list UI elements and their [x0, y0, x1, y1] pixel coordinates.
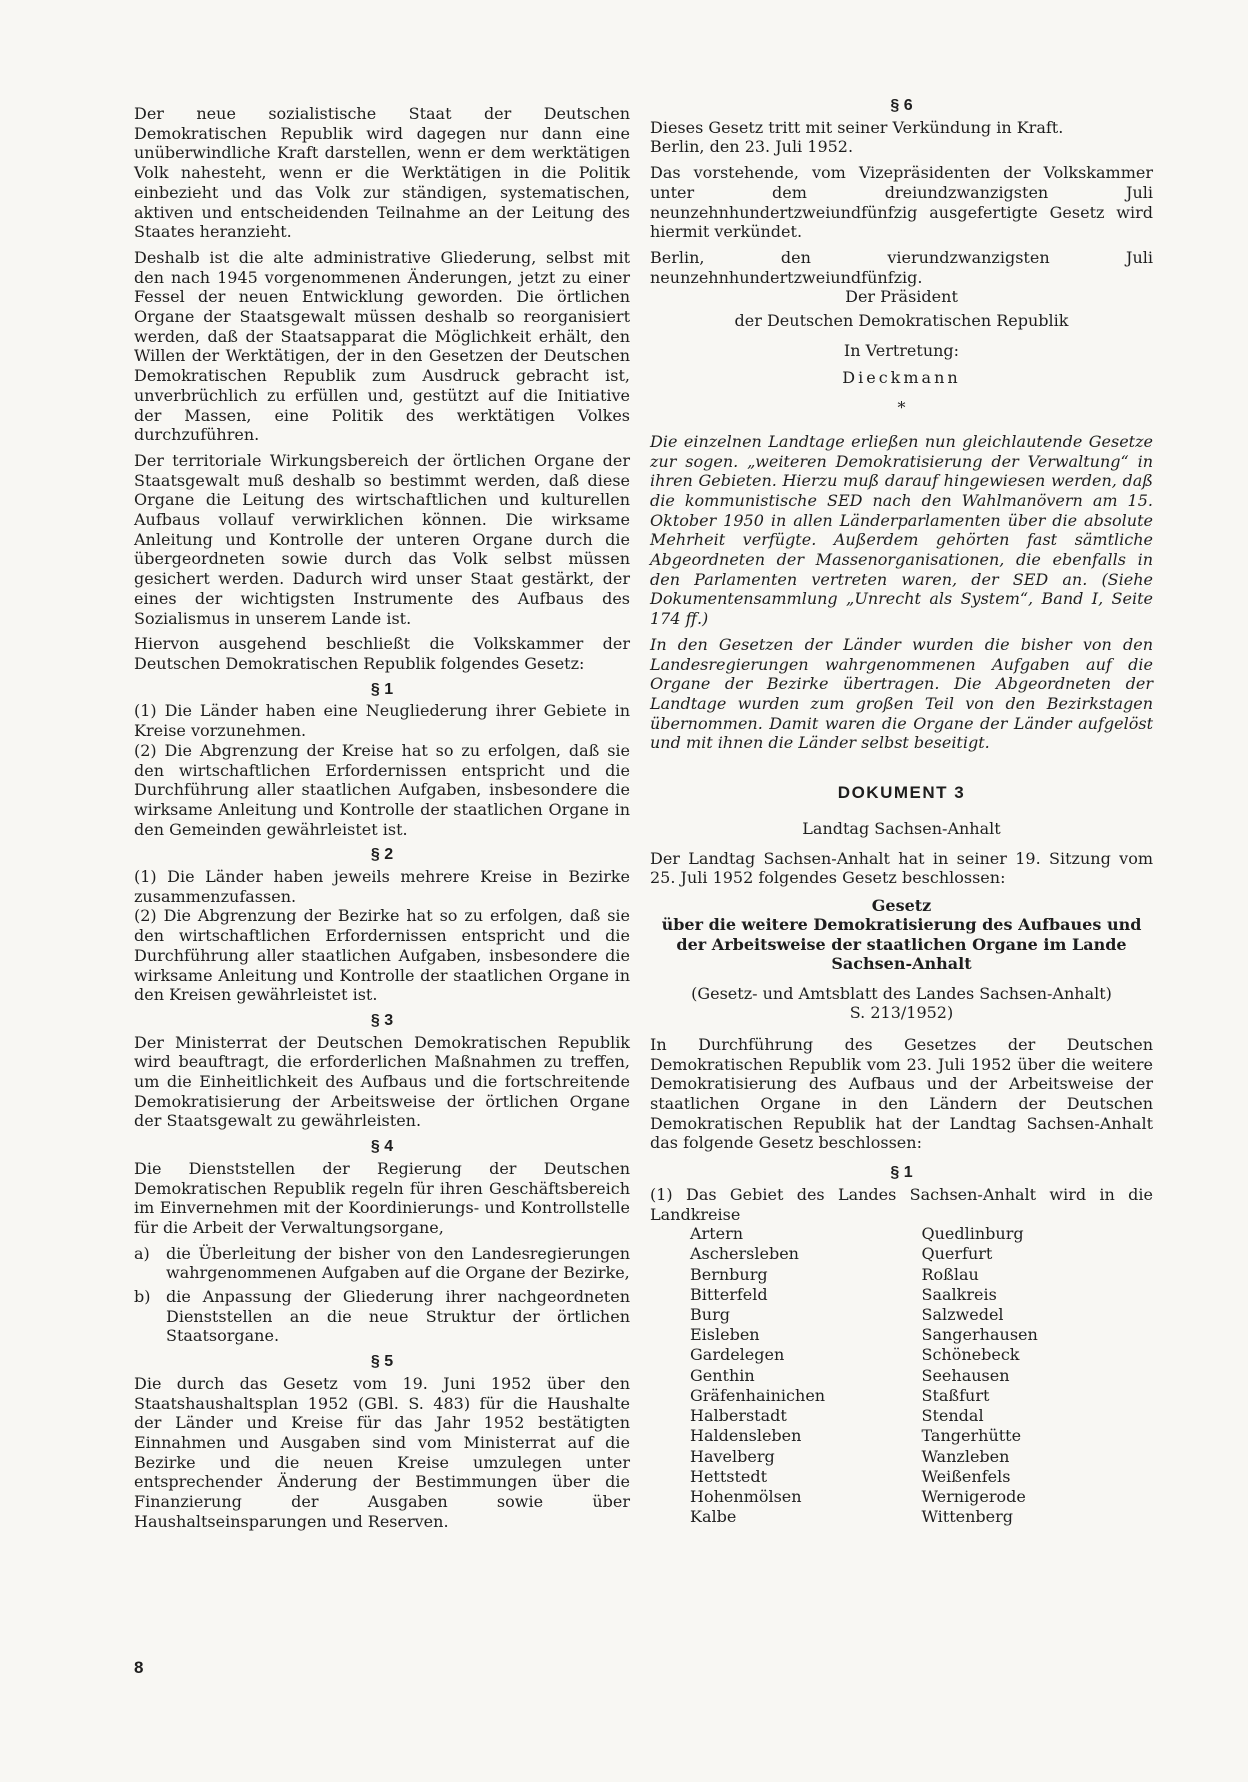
section-heading: § 4: [370, 1138, 394, 1156]
district-item: Burg: [690, 1305, 730, 1325]
editorial-note: In den Gesetzen der Länder wurden die bisher von den Landesregierungen wahrgenommenen Aufgaben auf die Organe der Bezirke übertragen. Die Abgeordneten der Landtage wurden zum großen Teil von den Bezirkstagen übernommen. Damit waren die Organe der Länder aufgelöst und mit ihnen die Länder selbst beseitigt.: [650, 634, 1153, 753]
district-item: Gräfenhainichen: [690, 1385, 826, 1405]
citation: (Gesetz- und Amtsblatt des Landes Sachsen-Anhalt): [691, 983, 1112, 1003]
district-item: Sangerhausen: [921, 1325, 1038, 1345]
document-heading: DOKUMENT 3: [837, 783, 966, 803]
paragraph: Die Dienststellen der Regierung der Deutschen Demokratischen Republik regeln für ihren Geschäftsbereich im Einvernehmen mit der Koordinierungs- und Kontrollstelle für die Arbeit der Verwaltungsorgane,: [134, 1158, 630, 1237]
district-item: Aschersleben: [690, 1244, 799, 1264]
editorial-note: Die einzelnen Landtage erließen nun gleichlautende Gesetze zur sogen. „weiteren Demokratisierung der Verwaltung“ in ihren Gebieten. Hierzu muß darauf hingewiesen werden, daß die kommunistische SED nach den Wahlmanövern am 15. Oktober 1950 in allen Länderparlamenten über die absolute Mehrheit verfügte. Außerdem gehörten fast sämtliche Abgeordneten der Massenorganisationen, die ebenfalls in den Parlamenten vertreten waren, der SED an. (Siehe Dokumentensammlung „Unrecht als System“, Band I, Seite 174 ff.): [650, 431, 1153, 629]
district-item: Hohenmölsen: [690, 1486, 802, 1506]
district-item: Bernburg: [690, 1264, 768, 1284]
district-list: [690, 1224, 1153, 1527]
paragraph: Der territoriale Wirkungsbereich der örtlichen Organe der Staatsgewalt muß deshalb so bestimmt werden, daß diese Organe die Leitung des wirtschaftlichen und kulturellen Aufbaus vollauf verwirklichen können. Die wirksame Anleitung und Kontrolle der unteren Organe durch die übergeordneten sowie durch das Volk selbst müssen gesichert werden. Dadurch wird unser Staat gestärkt, der eines der wichtigsten Instrumente des Aufbaus des Sozialismus in unserem Lande ist.: [134, 450, 630, 628]
district-list-right: [922, 1224, 1154, 1527]
district-item: Quedlinburg: [921, 1224, 1024, 1244]
section-heading: § 3: [370, 1011, 394, 1029]
signature-name: Dieckmann: [842, 368, 961, 388]
district-item: Wanzleben: [921, 1446, 1010, 1466]
district-item: Havelberg: [690, 1446, 775, 1466]
separator-star: *: [897, 398, 906, 418]
page-number: 8: [134, 1658, 144, 1677]
district-item: Genthin: [690, 1365, 755, 1385]
district-item: Eisleben: [690, 1325, 760, 1345]
section-heading: § 5: [370, 1353, 394, 1371]
signature-line: Der Präsident: [845, 287, 958, 307]
district-item: Tangerhütte: [921, 1426, 1022, 1446]
left-column: [134, 104, 630, 1538]
paragraph: (2) Die Abgrenzung der Bezirke hat so zu erfolgen, daß sie den wirtschaftlichen Erfordernissen entspricht und die Durchführung aller staatlichen Aufgaben, insbesondere die wirksame Anleitung und Kontrolle der staatlichen Organe in den Kreisen gewährleistet ist.: [134, 906, 630, 1005]
district-list-left: [690, 1224, 922, 1527]
paragraph: Berlin, den vierundzwanzigsten Juli neunzehnhundertzweiundfünfzig.: [650, 247, 1153, 287]
district-item: Bitterfeld: [690, 1284, 768, 1304]
section-heading: § 1: [370, 680, 394, 698]
district-item: Artern: [690, 1224, 744, 1244]
district-item: Hettstedt: [690, 1466, 768, 1486]
law-title: [650, 896, 1153, 974]
district-item: Gardelegen: [690, 1345, 785, 1365]
section-heading: § 1: [890, 1164, 913, 1182]
list-marker: b): [134, 1287, 151, 1307]
paragraph: In Durchführung des Gesetzes der Deutschen Demokratischen Republik vom 23. Juli 1952 über die weitere Demokratisierung des Aufbaus und der Arbeitsweise der staatlichen Organe in den Ländern der Deutschen Demokratischen Republik hat der Landtag Sachsen-Anhalt das folgende Gesetz beschlossen:: [650, 1034, 1153, 1153]
district-item: Haldensleben: [690, 1426, 802, 1446]
district-item: Staßfurt: [921, 1385, 990, 1405]
paragraph: Berlin, den 23. Juli 1952.: [650, 137, 854, 157]
district-item: Salzwedel: [921, 1305, 1004, 1325]
district-item: Halberstadt: [690, 1406, 787, 1426]
section-heading: § 2: [370, 846, 394, 864]
right-column: [650, 97, 1153, 1527]
paragraph: (2) Die Abgrenzung der Kreise hat so zu erfolgen, daß sie den wirtschaftlichen Erfordernissen entspricht und die Durchführung aller staatlichen Aufgaben, insbesondere die wirksame Anleitung und Kontrolle der staatlichen Organe in den Gemeinden gewährleistet ist.: [134, 740, 630, 839]
district-item: Stendal: [921, 1406, 984, 1426]
district-item: Seehausen: [921, 1365, 1010, 1385]
paragraph: Der Ministerrat der Deutschen Demokratischen Republik wird beauftragt, die erforderlichen Maßnahmen zu treffen, um die Einheitlichkeit des Aufbaus und die fortschreitende Demokratisierung der Arbeitsweise der örtlichen Organe der Staatsgewalt zu gewährleisten.: [134, 1032, 630, 1131]
district-item: Wittenberg: [921, 1507, 1014, 1527]
paragraph: (1) Die Länder haben eine Neugliederung ihrer Gebiete in Kreise vorzunehmen.: [134, 701, 630, 741]
district-item: Wernigerode: [921, 1486, 1026, 1506]
section-heading: § 6: [890, 97, 913, 114]
paragraph: (1) Das Gebiet des Landes Sachsen-Anhalt wird in die Landkreise: [650, 1184, 1153, 1224]
citation: S. 213/1952): [849, 1003, 954, 1023]
signature-line: der Deutschen Demokratischen Republik: [734, 311, 1069, 331]
signature-line: In Vertretung:: [843, 340, 960, 360]
district-item: Weißenfels: [921, 1466, 1011, 1486]
paragraph: Der neue sozialistische Staat der Deutschen Demokratischen Republik wird dagegen nur dann eine unüberwindliche Kraft darstellen, wenn er dem werktätigen Volk nahesteht, wenn er die Werktätigen in die Politik einbezieht und das Volk zur ständigen, systematischen, aktiven und entscheidenden Teilnahme an der Leitung des Staates heranzieht.: [134, 104, 630, 242]
paragraph: Das vorstehende, vom Vizepräsidenten der Volkskammer unter dem dreiundzwanzigsten Juli neunzehnhundertzweiundfünfzig ausgefertigte Gesetz wird hiermit verkündet.: [650, 163, 1153, 242]
paragraph: Dieses Gesetz tritt mit seiner Verkündung in Kraft.: [650, 117, 1064, 137]
district-item: Kalbe: [690, 1507, 737, 1527]
list-item: [134, 1287, 630, 1346]
subheading: Landtag Sachsen-Anhalt: [802, 818, 1001, 838]
paragraph: Deshalb ist die alte administrative Gliederung, selbst mit den nach 1945 vorgenommenen Änderungen, jetzt zu einer Fessel der neuen Entwicklung geworden. Die örtlichen Organe der Staatsgewalt müssen deshalb so reorganisiert werden, daß der Staatsapparat die Möglichkeit erhält, den Willen der Werktätigen, der in den Gesetzen der Deutschen Demokratischen Republik zum Ausdruck gebracht ist, unverbrüchlich zu erfüllen und, gestützt auf die Initiative der Massen, eine Politik des werktätigen Volkes durchzuführen.: [134, 247, 630, 445]
district-item: Schönebeck: [921, 1345, 1020, 1365]
law-title-line: über die weitere Demokratisierung des Aufbaues und der Arbeitsweise der staatlichen Organe im Lande Sachsen-Anhalt: [661, 915, 1142, 974]
paragraph: Die durch das Gesetz vom 19. Juni 1952 über den Staatshaushaltsplan 1952 (GBl. S. 483) für die Haushalte der Länder und Kreise für das Jahr 1952 bestätigten Einnahmen und Ausgaben sind vom Ministerrat auf die Bezirke und die neuen Kreise umzulegen unter entsprechender Änderung der Bestimmungen über die Finanzierung der Ausgaben sowie über Haushaltseinsparungen und Reserven.: [134, 1373, 630, 1531]
paragraph: (1) Die Länder haben jeweils mehrere Kreise in Bezirke zusammenzufassen.: [134, 867, 630, 906]
law-title-line: Gesetz: [871, 895, 932, 915]
list-item: [134, 1244, 630, 1283]
paragraph: Hiervon ausgehend beschließt die Volkskammer der Deutschen Demokratischen Republik folgendes Gesetz:: [134, 634, 630, 673]
list-text: die Anpassung der Gliederung ihrer nachgeordneten Dienststellen an die neue Struktur der örtlichen Staatsorgane.: [166, 1287, 630, 1346]
list-marker: a): [134, 1243, 150, 1263]
district-item: Querfurt: [921, 1244, 993, 1264]
list-text: die Überleitung der bisher von den Landesregierungen wahrgenommenen Aufgaben auf die Organe der Bezirke,: [166, 1243, 630, 1283]
district-item: Roßlau: [921, 1264, 979, 1284]
paragraph: Der Landtag Sachsen-Anhalt hat in seiner 19. Sitzung vom 25. Juli 1952 folgendes Gesetz beschlossen:: [650, 848, 1153, 888]
district-item: Saalkreis: [921, 1284, 997, 1304]
